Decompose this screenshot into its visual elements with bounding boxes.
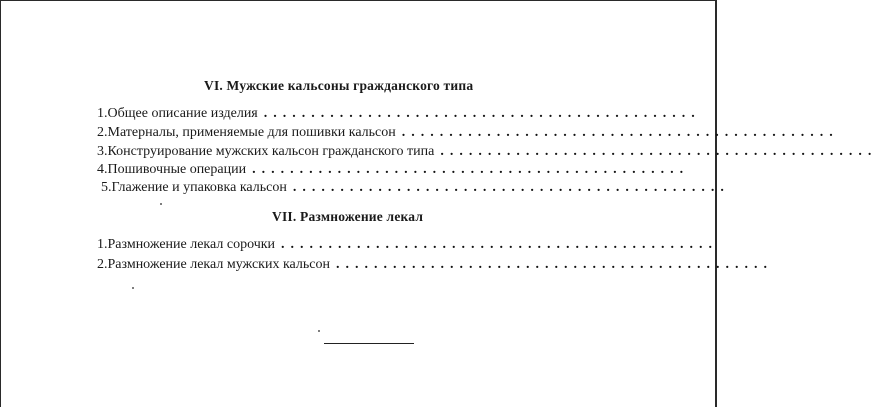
- toc-row: [97, 253, 773, 273]
- toc-number: 3.: [97, 144, 108, 159]
- toc-row: [101, 176, 730, 196]
- dot-leader: ..............................................: [440, 144, 877, 159]
- dot-leader: ..............................................: [292, 180, 730, 195]
- toc-row: [97, 102, 701, 122]
- toc-title: Общее описание изделия: [107, 106, 258, 121]
- dot-leader: ..............................................: [401, 125, 839, 140]
- print-speck: [318, 330, 320, 332]
- toc-title: Глажение и упаковка кальсон: [111, 180, 287, 195]
- toc-number: 2.: [97, 257, 108, 272]
- toc-row: [97, 233, 719, 253]
- print-speck: [160, 203, 162, 205]
- toc-row: [97, 140, 877, 160]
- toc-title: Размножение лекал сорочки: [107, 237, 276, 252]
- section-heading-vi: VI. Мужские кальсоны гражданского типа: [204, 78, 474, 93]
- closing-rule: [324, 343, 414, 344]
- toc-row: [97, 121, 839, 141]
- dot-leader: ..............................................: [281, 237, 719, 252]
- dot-leader: ..............................................: [263, 106, 701, 121]
- toc-number: 1.: [97, 237, 108, 252]
- toc-number: 2.: [97, 125, 108, 140]
- toc-title: Конструирование мужских кальсон гражданского типа: [107, 144, 435, 159]
- toc-title: Пошивочные операции: [107, 162, 247, 177]
- toc-number: 5.: [101, 180, 112, 195]
- dot-leader: ..............................................: [252, 162, 690, 177]
- toc-title: Матерналы, применяемые для пошивки кальсон: [107, 125, 396, 140]
- section-heading-vii: VII. Размножение лекал: [272, 209, 424, 224]
- print-speck: [132, 287, 134, 289]
- toc-row: [97, 158, 690, 178]
- toc-number: 4.: [97, 162, 108, 177]
- dot-leader: ..............................................: [335, 257, 773, 272]
- toc-title: Размножение лекал мужских кальсон: [107, 257, 330, 272]
- toc-number: 1.: [97, 106, 108, 121]
